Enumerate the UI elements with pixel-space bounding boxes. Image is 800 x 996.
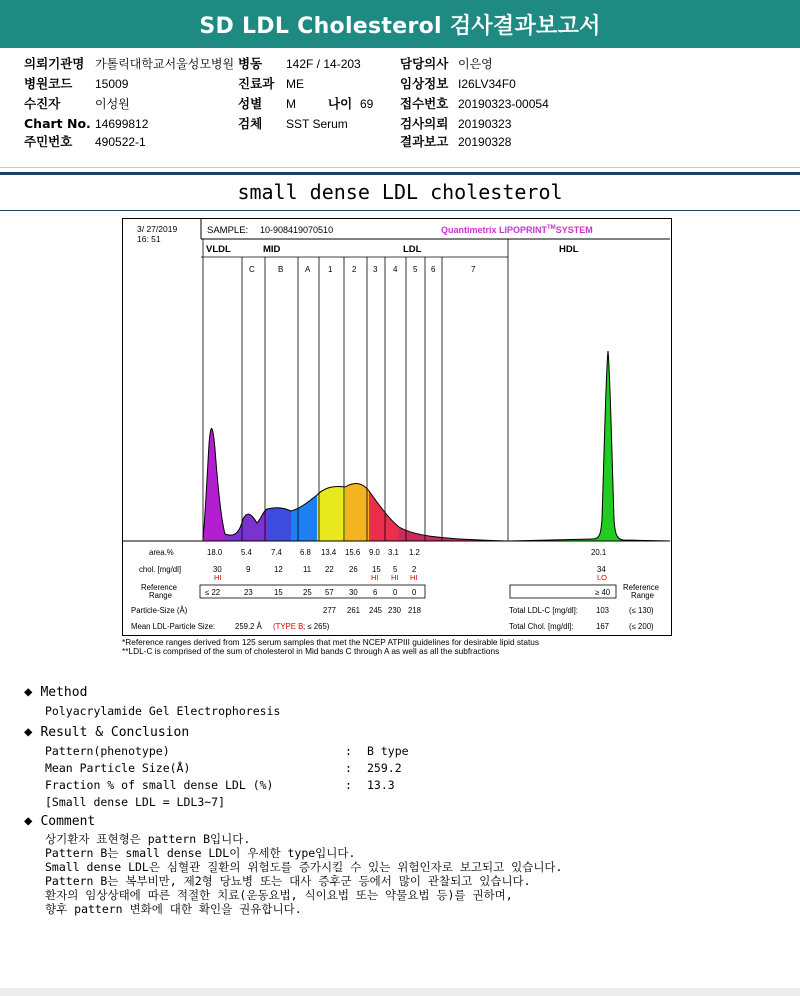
comment-line-5: 환자의 임상상태에 따른 적절한 치료(운동요법, 식이요법 또는 약물요법 등)를 권하며,	[45, 888, 513, 902]
ref-c: 23	[244, 588, 253, 597]
chol-label: chol. [mg/dl]	[139, 565, 182, 574]
report-date-label: 결과보고	[400, 134, 449, 149]
comment-line-2: Pattern B는 small dense LDL이 우세한 type입니다.	[45, 846, 356, 860]
result-value-3: 13.3	[367, 778, 395, 792]
area-c: 5.4	[241, 548, 252, 557]
area-2: 15.6	[345, 548, 361, 557]
req-org-label: 의뢰기관명	[24, 56, 85, 71]
particle-size-label: Particle-Size (Å)	[131, 606, 188, 615]
total-ldl-value: 103	[596, 606, 610, 615]
chol-4: 5	[393, 565, 398, 574]
band-b: B	[278, 265, 284, 274]
chol-1: 22	[325, 565, 334, 574]
clinical-label: 임상정보	[400, 76, 449, 91]
total-chol-ref: (≤ 200)	[629, 622, 654, 631]
lipoprint-graphic	[123, 219, 670, 634]
section-title: small dense LDL cholesterol	[237, 180, 563, 204]
doctor-label: 담당의사	[400, 56, 449, 71]
req-date-value: 20190323	[458, 117, 512, 131]
report-date-value: 20190328	[458, 135, 512, 149]
flag-3: HI	[371, 573, 379, 582]
result-value-2: 259.2	[367, 761, 402, 775]
ref-hdl: ≥ 40	[595, 588, 611, 597]
chol-2: 26	[349, 565, 358, 574]
ps-3: 245	[369, 606, 383, 615]
ref-label-right-2: Range	[631, 591, 654, 600]
comment-line-1: 상기환자 표현형은 pattern B입니다.	[45, 832, 251, 846]
mean-value: 259.2 Å	[235, 622, 262, 631]
result-value-1: B type	[367, 744, 409, 758]
total-chol-label: Total Chol. [mg/dl]:	[509, 622, 574, 631]
total-ldl-label: Total LDL-C [mg/dl]:	[509, 606, 578, 615]
group-vldl: VLDL	[206, 244, 231, 255]
id-label: 주민번호	[24, 134, 73, 149]
specimen-label: 검체	[238, 116, 263, 131]
ref-5: 0	[412, 588, 417, 597]
result-colon-1: :	[345, 744, 352, 758]
brand-tail: SYSTEM	[555, 225, 593, 235]
chol-3: 15	[372, 565, 381, 574]
chol-c: 9	[246, 565, 251, 574]
dept-value: ME	[286, 77, 304, 91]
hosp-code-value: 15009	[95, 77, 129, 91]
result-colon-2: :	[345, 761, 352, 775]
page-bottom-bar	[0, 988, 800, 996]
svg-text:Quantimetrix LIPOPRINTTMSYSTEM	[441, 225, 593, 235]
result-label-2: Mean Particle Size(Å)	[45, 761, 191, 775]
ref-b: 15	[274, 588, 283, 597]
band-5: 5	[413, 265, 418, 274]
comment-line-3: Small dense LDL은 심혈관 질환의 위험도를 증가시킬 수 있는 위험인자로 보고되고 있습니다.	[45, 860, 563, 874]
band-a: A	[305, 265, 311, 274]
sex-value: M	[286, 97, 296, 111]
mean-type: (TYPE B	[273, 622, 304, 631]
mean-type-tail: ; ≤ 265)	[303, 622, 330, 631]
group-mid: MID	[263, 244, 281, 255]
section-divider-bottom	[0, 210, 800, 211]
comment-line-6: 향후 pattern 변화에 대한 확인을 권유합니다.	[45, 902, 302, 916]
ref-label-right-1: Reference	[623, 583, 659, 592]
ward-value: 142F / 14-203	[286, 57, 361, 71]
band-7: 7	[471, 265, 476, 274]
method-heading: ◆ Method	[24, 684, 88, 700]
req-org-value: 가톨릭대학교서울성모병원	[95, 57, 235, 71]
group-hdl: HDL	[559, 244, 579, 255]
hosp-code-label: 병원코드	[24, 76, 73, 91]
patient-info	[0, 48, 800, 168]
area-4: 3.1	[388, 548, 399, 557]
group-ldl: LDL	[403, 244, 422, 255]
band-6: 6	[431, 265, 436, 274]
sample-label: SAMPLE:	[207, 225, 249, 236]
clinical-value: I26LV34F0	[458, 77, 516, 91]
run-date: 3/ 27/2019	[137, 224, 178, 234]
receipt-label: 접수번호	[400, 96, 449, 111]
run-time: 16: 51	[137, 234, 161, 244]
sample-id: 10-908419070510	[260, 225, 334, 235]
doctor-value: 이은영	[458, 57, 493, 71]
report-title: SD LDL Cholesterol 검사결과보고서	[199, 13, 601, 39]
chart-label: Chart No.	[24, 116, 91, 131]
chol-5: 2	[412, 565, 417, 574]
comment-heading: ◆ Comment	[24, 813, 96, 829]
ward-label: 병동	[238, 56, 263, 71]
area-3: 9.0	[369, 548, 380, 557]
band-2: 2	[352, 265, 357, 274]
ps-5: 218	[408, 606, 422, 615]
footnote-2: **LDL-C is comprised of the sum of cholesterol in Mid bands C through A as well as all the subfractions	[122, 646, 500, 656]
area-5: 1.2	[409, 548, 420, 557]
id-value: 490522-1	[95, 135, 146, 149]
area-a: 6.8	[300, 548, 311, 557]
comment-line-4: Pattern B는 복부비만, 제2형 당뇨병 또는 대사 증후군 등에서 많이 관찰되고 있습니다.	[45, 874, 531, 888]
section-divider-top	[0, 172, 800, 175]
area-1: 13.4	[321, 548, 337, 557]
flag-vldl: HI	[214, 573, 222, 582]
result-heading: ◆ Result & Conclusion	[24, 724, 190, 740]
specimen-value: SST Serum	[286, 117, 348, 131]
method-text: Polyacrylamide Gel Electrophoresis	[45, 704, 281, 718]
band-1: 1	[328, 265, 333, 274]
brand-name: Quantimetrix LIPOPRINT	[441, 225, 548, 235]
flag-4: HI	[391, 573, 399, 582]
electropherogram	[203, 351, 670, 541]
total-chol-value: 167	[596, 622, 610, 631]
ref-3: 6	[373, 588, 378, 597]
chol-hdl: 34	[597, 565, 606, 574]
ref-1: 57	[325, 588, 334, 597]
ref-label-left-2: Range	[149, 591, 172, 600]
chart-value: 14699812	[95, 117, 149, 131]
band-4: 4	[393, 265, 398, 274]
ps-1: 277	[323, 606, 337, 615]
diamond-bullet-icon: ◆	[24, 684, 33, 700]
result-label-3: Fraction % of small dense LDL (%)	[45, 778, 274, 792]
ref-a: 25	[303, 588, 312, 597]
area-b: 7.4	[271, 548, 282, 557]
sex-label: 성별	[238, 96, 263, 111]
diamond-bullet-icon: ◆	[24, 813, 33, 829]
req-date-label: 검사의뢰	[400, 116, 449, 131]
flag-hdl: LO	[597, 573, 608, 582]
receipt-value: 20190323-00054	[458, 97, 549, 111]
total-ldl-ref: (≤ 130)	[629, 606, 654, 615]
area-hdl: 20.1	[591, 548, 607, 557]
mean-label: Mean LDL-Particle Size:	[131, 622, 216, 631]
result-note: [Small dense LDL = LDL3~7]	[45, 795, 226, 809]
footnote-1: *Reference ranges derived from 125 serum samples that met the NCEP ATPIII guidelines for desirable lipid status	[122, 637, 540, 647]
patient-value: 이성원	[95, 97, 130, 111]
flag-5: HI	[410, 573, 418, 582]
ref-vldl: ≤ 22	[205, 588, 221, 597]
ref-4: 0	[393, 588, 398, 597]
brand-sup: TM	[547, 225, 556, 231]
ref-label-left-1: Reference	[141, 583, 177, 592]
age-value: 69	[360, 97, 374, 111]
area-vldl: 18.0	[207, 548, 223, 557]
chol-vldl: 30	[213, 565, 222, 574]
report-header	[0, 0, 800, 48]
chol-b: 12	[274, 565, 283, 574]
dept-label: 진료과	[238, 76, 275, 91]
chol-a: 11	[303, 565, 312, 574]
result-colon-3: :	[345, 778, 352, 792]
band-3: 3	[373, 265, 378, 274]
patient-label: 수진자	[24, 96, 61, 111]
ps-4: 230	[388, 606, 402, 615]
lipoprint-report	[122, 218, 672, 636]
ps-2: 261	[347, 606, 361, 615]
ref-2: 30	[349, 588, 358, 597]
result-label-1: Pattern(phenotype)	[45, 744, 170, 758]
age-label: 나이	[328, 96, 353, 111]
band-c: C	[249, 265, 255, 274]
area-label: area.%	[149, 548, 174, 557]
diamond-bullet-icon: ◆	[24, 724, 33, 740]
